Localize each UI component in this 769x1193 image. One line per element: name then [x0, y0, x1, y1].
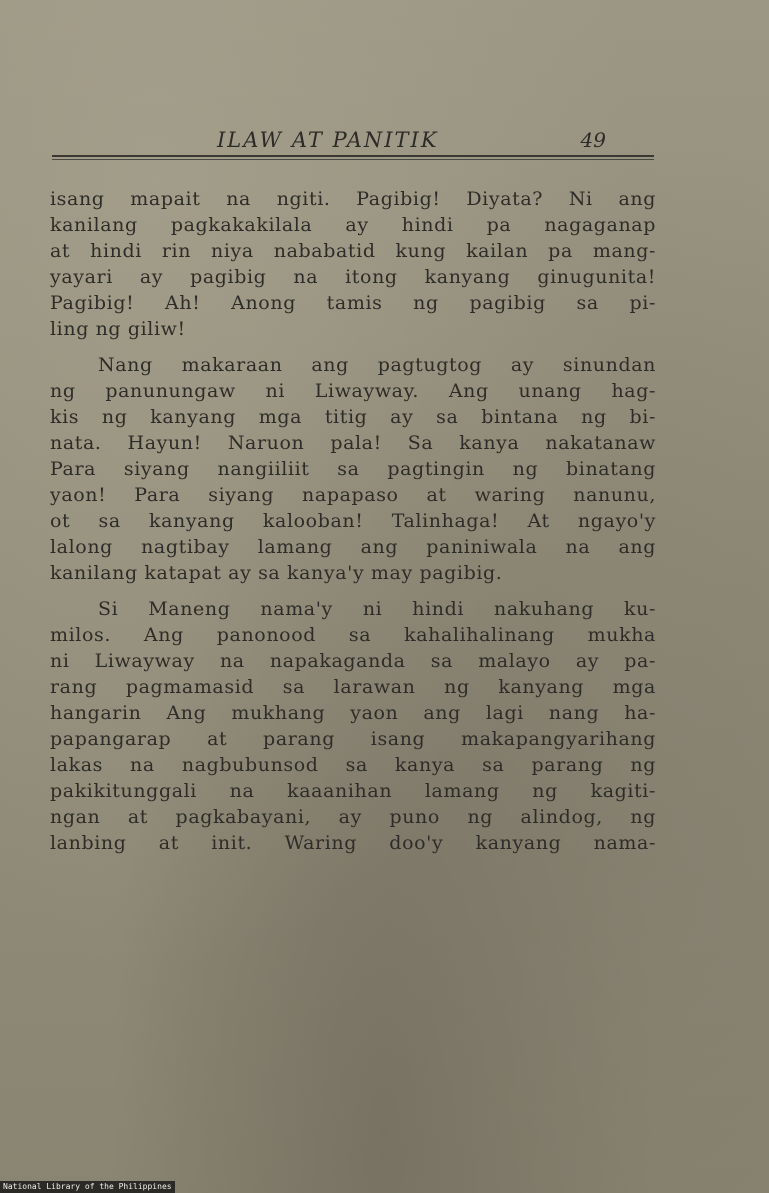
text-line: ngan at pagkabayani, ay puno ng alindog, ng: [50, 806, 656, 828]
text-line: ng panunungaw ni Liwayway. Ang unang hag-: [50, 380, 656, 402]
text-line: yayari ay pagibig na itong kanyang ginugunita!: [50, 266, 656, 288]
text-line: yaon! Para siyang napapaso at waring nanunu,: [50, 484, 656, 506]
text-line: kanilang katapat ay sa kanya'y may pagibig.: [50, 562, 503, 584]
header-rule: [52, 155, 654, 157]
text-line: at hindi rin niya nababatid kung kailan pa mang-: [50, 240, 656, 262]
paragraph-1: [50, 186, 660, 342]
text-line: kanilang pagkakakilala ay hindi pa nagaganap: [50, 214, 656, 236]
running-title: ILAW AT PANITIK: [217, 128, 439, 152]
library-credit: National Library of the Philippines: [0, 1181, 175, 1193]
text-line: kis ng kanyang mga titig ay sa bintana ng bi-: [50, 406, 656, 428]
text-line: nata. Hayun! Naruon pala! Sa kanya nakatanaw: [50, 432, 656, 454]
page-header: [52, 128, 654, 162]
text-line: ling ng giliw!: [50, 318, 186, 340]
text-line: lakas na nagbubunsod sa kanya sa parang ng: [50, 754, 656, 776]
text-line: pakikitunggali na kaaanihan lamang ng kagiti-: [50, 780, 656, 802]
paragraph-3: [50, 596, 660, 856]
text-line: ot sa kanyang kalooban! Talinhaga! At ngayo'y: [50, 510, 656, 532]
page-number: 49: [580, 128, 606, 152]
paragraph-2: [50, 352, 660, 586]
text-line: hangarin Ang mukhang yaon ang lagi nang ha-: [50, 702, 656, 724]
text-line: milos. Ang panonood sa kahalihalinang mukha: [50, 624, 656, 646]
text-line: ni Liwayway na napakaganda sa malayo ay pa-: [50, 650, 656, 672]
text-line: lalong nagtibay lamang ang paniniwala na ang: [50, 536, 656, 558]
text-line: Pagibig! Ah! Anong tamis ng pagibig sa pi-: [50, 292, 656, 314]
text-line: isang mapait na ngiti. Pagibig! Diyata? Ni ang: [50, 188, 656, 210]
body-text: [50, 186, 660, 866]
text-line: papangarap at parang isang makapangyarihang: [50, 728, 656, 750]
text-line: rang pagmamasid sa larawan ng kanyang mga: [50, 676, 656, 698]
text-line: lanbing at init. Waring doo'y kanyang nama-: [50, 832, 656, 854]
text-line: Para siyang nangiiliit sa pagtingin ng binatang: [50, 458, 656, 480]
text-line: Nang makaraan ang pagtugtog ay sinundan: [98, 354, 656, 376]
text-line: Si Maneng nama'y ni hindi nakuhang ku-: [98, 598, 656, 620]
header-rule-thin: [52, 159, 654, 160]
